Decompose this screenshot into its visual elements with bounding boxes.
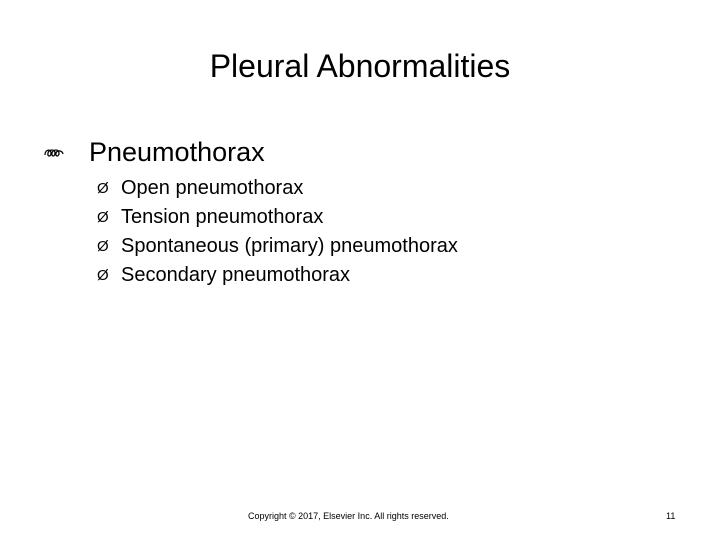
arrowhead-bullet-icon: Ø — [97, 209, 109, 226]
copyright-notice: Copyright © 2017, Elsevier Inc. All rights reserved. — [248, 511, 449, 521]
sub-bullet-list — [97, 174, 458, 290]
fancy-loop-bullet-icon — [43, 145, 73, 159]
sub-bullet-text: Open pneumothorax — [121, 177, 304, 199]
sub-bullet-item — [97, 261, 458, 290]
slide-title — [0, 44, 720, 88]
sub-bullet-text: Secondary pneumothorax — [121, 264, 351, 286]
sub-bullet-text: Spontaneous (primary) pneumothorax — [121, 235, 458, 257]
arrowhead-bullet-icon: Ø — [97, 238, 109, 255]
slide-footer — [0, 508, 720, 524]
main-bullet-text: Pneumothorax — [89, 137, 265, 167]
page-number: 11 — [666, 511, 676, 521]
arrowhead-bullet-icon: Ø — [97, 267, 109, 284]
slide-title-text: Pleural Abnormalities — [209, 48, 511, 84]
sub-bullet-text: Tension pneumothorax — [121, 206, 324, 228]
arrowhead-bullet-icon: Ø — [97, 180, 109, 197]
sub-bullet-item — [97, 174, 458, 203]
sub-bullet-item — [97, 203, 458, 232]
main-bullet — [43, 134, 265, 170]
sub-bullet-item — [97, 232, 458, 261]
